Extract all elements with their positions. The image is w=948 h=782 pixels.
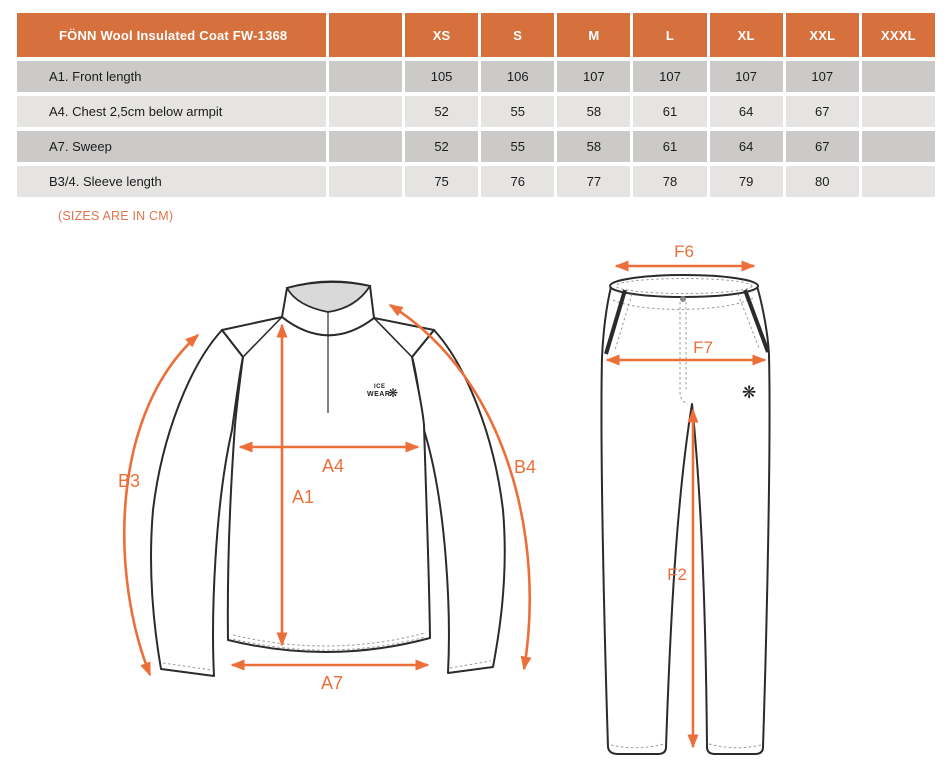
value-cell: 79: [710, 166, 783, 197]
row-blank-cell: [329, 166, 402, 197]
size-header-xl: XL: [710, 13, 783, 57]
row-label-sweep: A7. Sweep: [17, 131, 326, 162]
value-cell: 58: [557, 96, 630, 127]
value-cell: [862, 96, 935, 127]
a1-label: A1: [292, 487, 315, 507]
size-header-l: L: [633, 13, 706, 57]
row-blank-cell: [329, 61, 402, 92]
value-cell: 58: [557, 131, 630, 162]
value-cell: 55: [481, 96, 554, 127]
value-cell: 76: [481, 166, 554, 197]
value-cell: 77: [557, 166, 630, 197]
coat-measurement-diagram: [90, 245, 560, 715]
sizes-in-cm-note: (SIZES ARE IN CM): [58, 209, 174, 223]
value-cell: 52: [405, 96, 478, 127]
value-cell: 107: [710, 61, 783, 92]
size-chart-table: [17, 13, 935, 197]
value-cell: [862, 131, 935, 162]
coat-logo-wear: WEAR: [367, 391, 391, 398]
a4-label: A4: [321, 456, 345, 476]
value-cell: 64: [710, 96, 783, 127]
coat-logo-snowflake-icon: ❋: [388, 386, 399, 400]
value-cell: [862, 61, 935, 92]
f6-label: F6: [674, 242, 694, 261]
b4-label: B4: [514, 457, 537, 477]
row-label-front-length: A1. Front length: [17, 61, 326, 92]
product-title: FÖNN Wool Insulated Coat FW-1368: [17, 13, 326, 57]
value-cell: 52: [405, 131, 478, 162]
row-blank-cell: [329, 96, 402, 127]
row-blank-cell: [329, 131, 402, 162]
row-label-chest: A4. Chest 2,5cm below armpit: [17, 96, 326, 127]
value-cell: 107: [633, 61, 706, 92]
a7-label: A7: [320, 673, 344, 693]
size-header-m: M: [557, 13, 630, 57]
value-cell: 61: [633, 96, 706, 127]
pants-waist-opening: [610, 275, 758, 297]
value-cell: 105: [405, 61, 478, 92]
value-cell: 78: [633, 166, 706, 197]
pants-button: [680, 296, 686, 302]
f2-label: F2: [667, 565, 687, 584]
size-header-s: S: [481, 13, 554, 57]
value-cell: 107: [557, 61, 630, 92]
value-cell: 67: [786, 96, 859, 127]
size-header-xxxl: XXXL: [862, 13, 935, 57]
value-cell: 61: [633, 131, 706, 162]
pants-snowflake-icon: ❋: [742, 383, 757, 402]
size-header-xxl: XXL: [786, 13, 859, 57]
pants-measurement-diagram: [580, 242, 940, 772]
value-cell: 64: [710, 131, 783, 162]
value-cell: 75: [405, 166, 478, 197]
value-cell: 67: [786, 131, 859, 162]
size-header-xs: XS: [405, 13, 478, 57]
coat-logo-ice: ICE: [374, 384, 386, 390]
b3-label: B3: [118, 471, 141, 491]
f7-label: F7: [693, 338, 713, 357]
value-cell: 107: [786, 61, 859, 92]
value-cell: [862, 166, 935, 197]
value-cell: 106: [481, 61, 554, 92]
row-label-sleeve-length: B3/4. Sleeve length: [17, 166, 326, 197]
value-cell: 80: [786, 166, 859, 197]
pants-body: [601, 286, 769, 754]
header-blank-cell: [329, 13, 402, 57]
value-cell: 55: [481, 131, 554, 162]
